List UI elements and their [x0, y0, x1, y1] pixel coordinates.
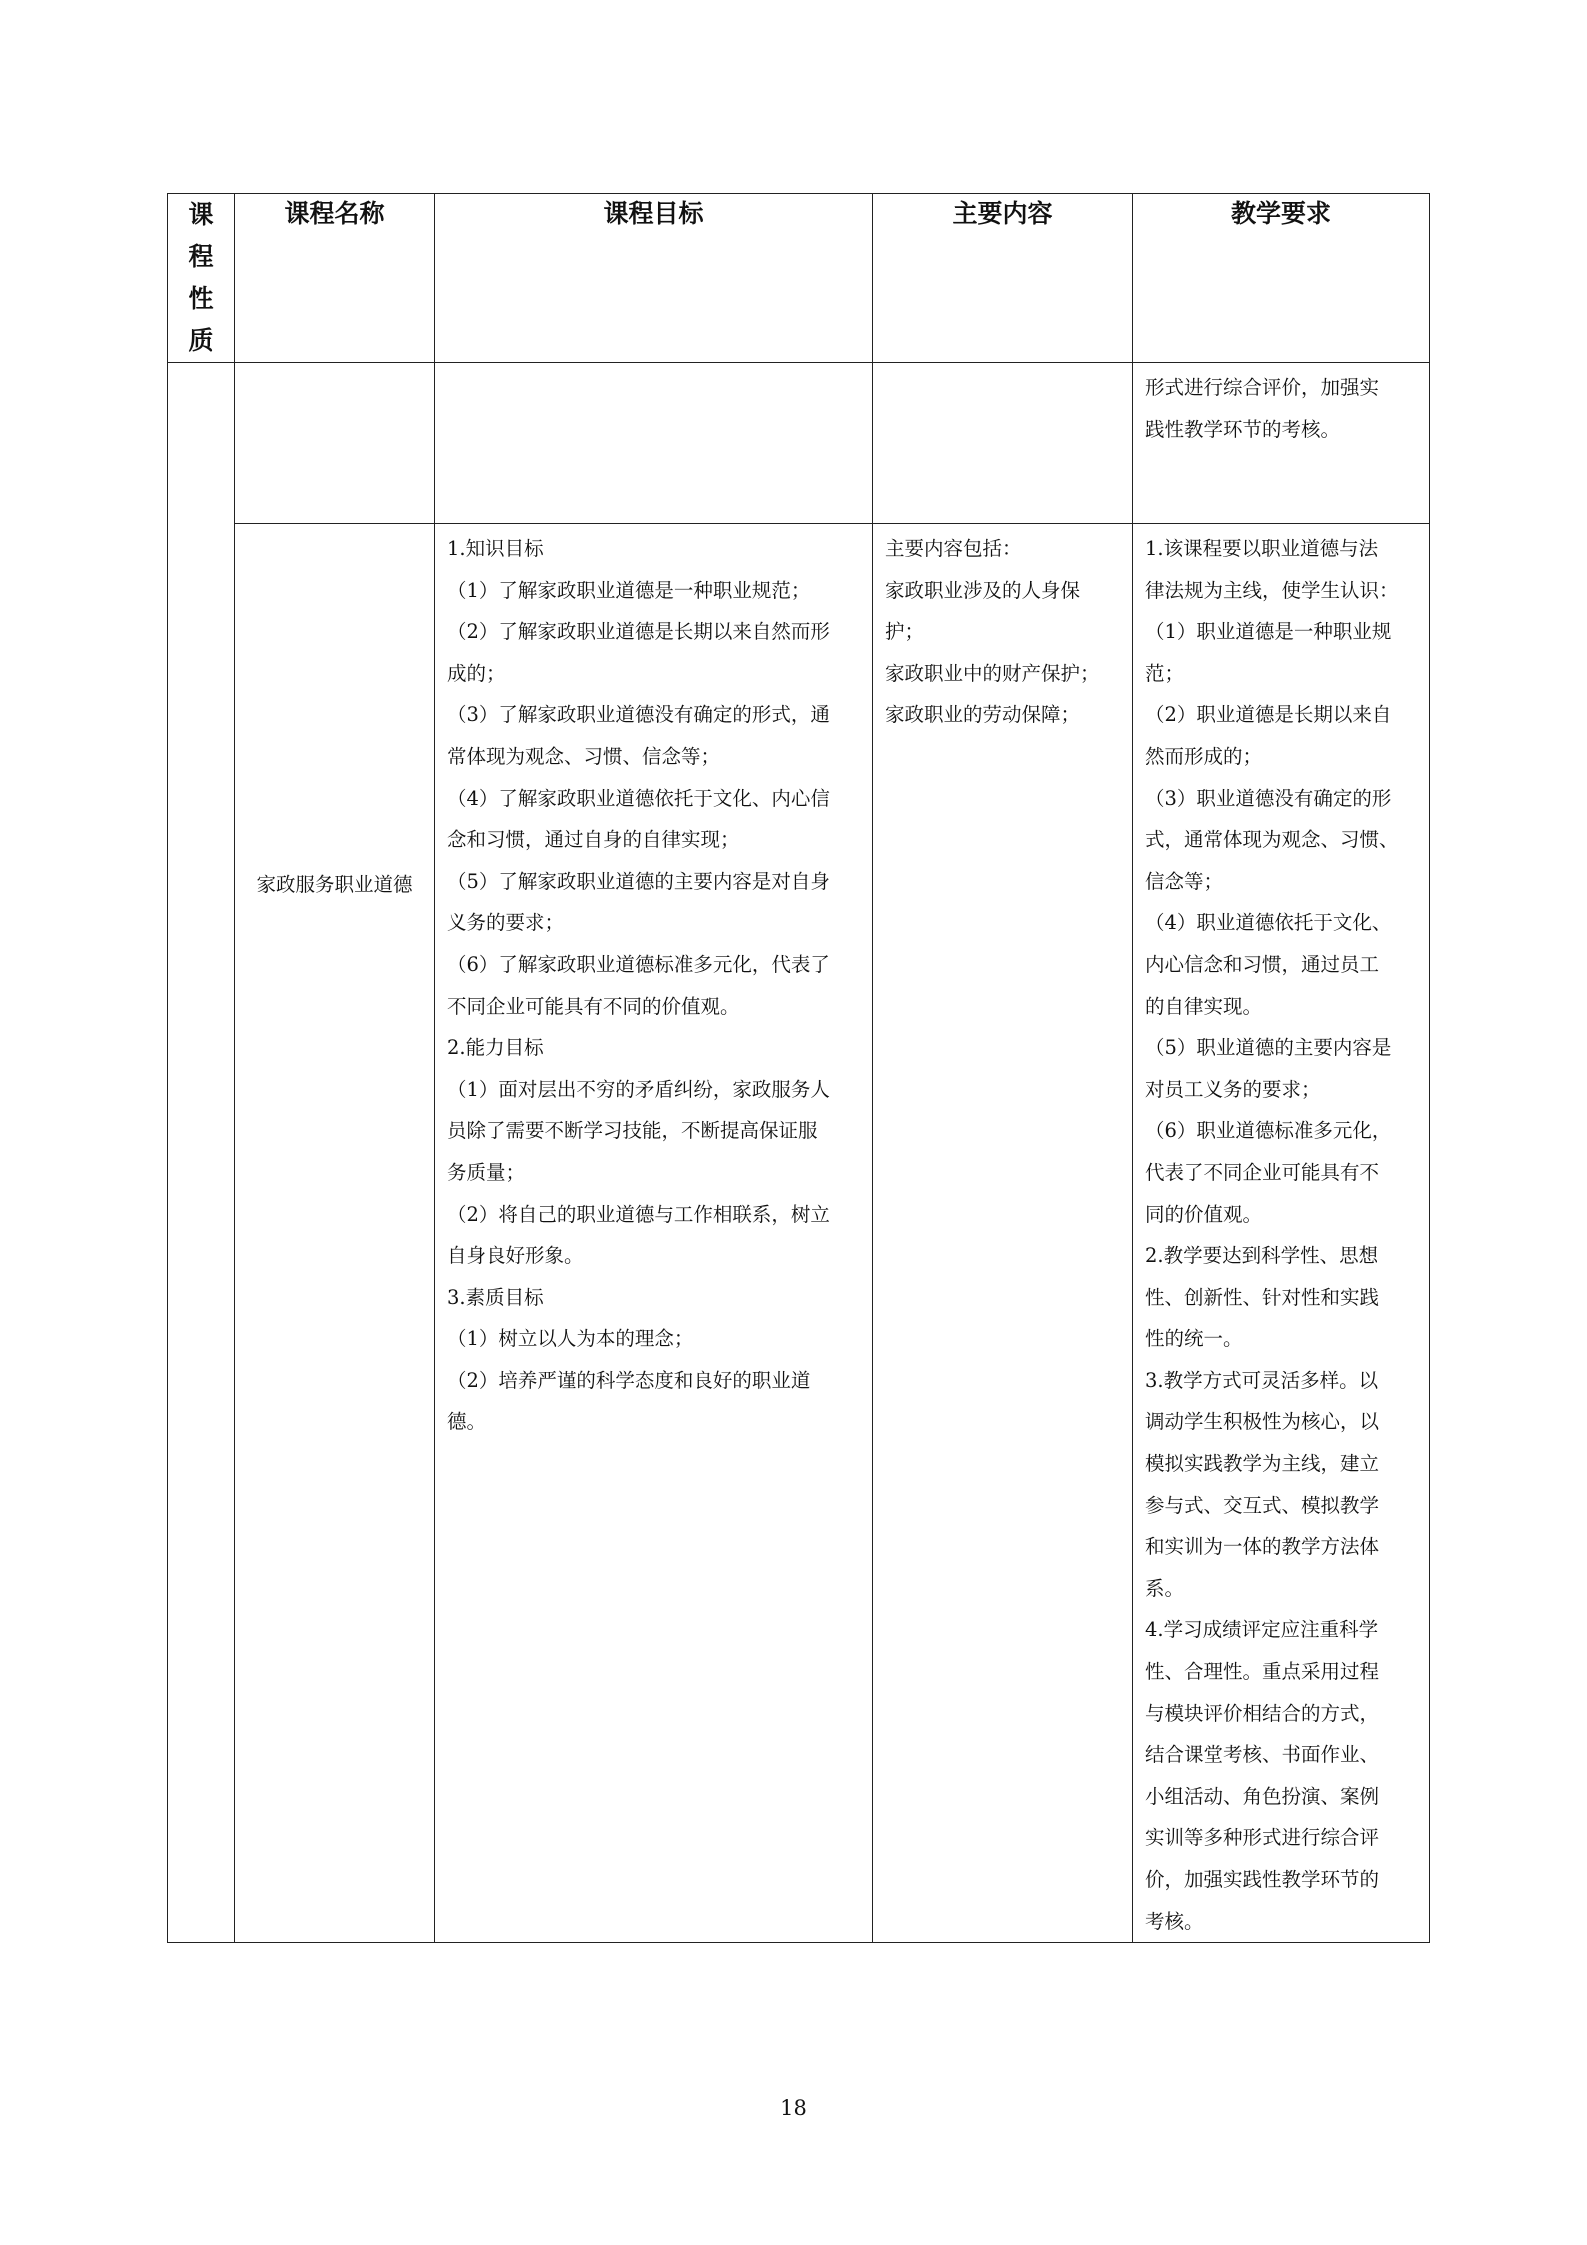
text-line: （2）职业道德是长期以来自: [1145, 703, 1392, 727]
text-line: （4）职业道德依托于文化、: [1145, 911, 1392, 935]
text-line: 成的；: [447, 661, 506, 685]
text-line: 考核。: [1145, 1909, 1204, 1933]
text-line: 参与式、交互式、模拟教学: [1145, 1493, 1380, 1517]
text-line: 调动学生积极性为核心，以: [1145, 1410, 1380, 1434]
course-nature-cell: [168, 363, 235, 1943]
text-line: 结合课堂考核、书面作业、: [1145, 1743, 1380, 1767]
text-line: （3）了解家政职业道德没有确定的形式，通: [447, 703, 830, 727]
text-line: 不同企业可能具有不同的价值观。: [447, 994, 740, 1018]
text-line: 务质量；: [447, 1160, 526, 1184]
header-row: [168, 194, 1430, 363]
header-nature-char: 性: [188, 284, 214, 313]
text-line: 和实训为一体的教学方法体: [1145, 1535, 1380, 1559]
text-line: 自身良好形象。: [447, 1244, 584, 1268]
text-line: 3.教学方式可灵活多样。以: [1145, 1368, 1379, 1392]
text-line: 实训等多种形式进行综合评: [1145, 1826, 1380, 1850]
teaching-requirements-text: [1133, 524, 1429, 1942]
teaching-requirements-cell: [1133, 524, 1430, 1943]
text-line: 2.教学要达到科学性、思想: [1145, 1244, 1379, 1268]
text-line: （2）培养严谨的科学态度和良好的职业道: [447, 1368, 811, 1392]
text-line: 主要内容包括：: [885, 537, 1022, 560]
course-table: [167, 193, 1430, 1943]
text-line: （1）树立以人为本的理念；: [447, 1327, 694, 1351]
text-line: （1）面对层出不穷的矛盾纠纷，家政服务人: [447, 1077, 830, 1101]
text-line: （5）职业道德的主要内容是: [1145, 1036, 1392, 1060]
text-line: 式，通常体现为观念、习惯、: [1145, 828, 1399, 852]
continued-requirements-text: [1133, 363, 1429, 450]
text-line: 价，加强实践性教学环节的: [1145, 1868, 1380, 1891]
continued-goal-cell: [435, 363, 873, 524]
page-number: 18: [780, 2096, 807, 2120]
text-line: 然而形成的；: [1145, 744, 1263, 768]
main-content-text: [873, 524, 1132, 736]
text-line: 践性教学环节的考核。: [1145, 417, 1341, 441]
text-line: 模拟实践教学为主线，建立: [1145, 1452, 1380, 1476]
text-line: （4）了解家政职业道德依托于文化、内心信: [447, 786, 830, 810]
text-line: 家政职业中的财产保护；: [885, 661, 1100, 685]
text-line: 1.知识目标: [447, 537, 544, 560]
main-content-cell: [873, 524, 1133, 1943]
text-line: 家政职业涉及的人身保: [885, 578, 1081, 602]
course-goal-cell: [435, 524, 873, 1943]
continued-requirements-cell: [1133, 363, 1430, 524]
text-line: 性、合理性。重点采用过程: [1145, 1660, 1380, 1684]
continued-content-cell: [873, 363, 1133, 524]
text-line: （1）了解家政职业道德是一种职业规范；: [447, 578, 811, 602]
text-line: 性、创新性、针对性和实践: [1145, 1285, 1380, 1309]
text-line: （3）职业道德没有确定的形: [1145, 786, 1392, 810]
course-name-cell: [235, 524, 435, 1943]
text-line: 4.学习成绩评定应注重科学: [1145, 1618, 1379, 1642]
text-line: 与模块评价相结合的方式，: [1145, 1701, 1380, 1725]
header-course-nature: [168, 194, 235, 363]
text-line: 家政职业的劳动保障；: [885, 703, 1081, 727]
text-line: 1.该课程要以职业道德与法: [1145, 537, 1379, 560]
text-line: 念和习惯，通过自身的自律实现；: [447, 828, 740, 852]
course-row: [168, 524, 1430, 1943]
continued-row: [168, 363, 1430, 524]
text-line: （6）了解家政职业道德标准多元化，代表了: [447, 952, 830, 976]
course-name: 家政服务职业道德: [256, 873, 413, 897]
header-teaching-requirements: 教学要求: [1133, 194, 1430, 363]
text-line: 代表了不同企业可能具有不: [1145, 1160, 1380, 1184]
continued-name-cell: [235, 363, 435, 524]
header-course-goal: 课程目标: [435, 194, 873, 363]
text-line: 德。: [447, 1410, 487, 1434]
text-line: 员除了需要不断学习技能，不断提高保证服: [447, 1119, 818, 1143]
text-line: 律法规为主线，使学生认识：: [1145, 578, 1399, 602]
text-line: 形式进行综合评价，加强实: [1145, 376, 1380, 399]
text-line: （2）了解家政职业道德是长期以来自然而形: [447, 620, 830, 644]
header-main-content: 主要内容: [873, 194, 1133, 363]
text-line: 内心信念和习惯，通过员工: [1145, 952, 1380, 976]
text-line: 3.素质目标: [447, 1285, 544, 1309]
header-nature-char: 课: [188, 200, 214, 229]
header-nature-char: 程: [188, 242, 214, 271]
text-line: 小组活动、角色扮演、案例: [1145, 1784, 1380, 1808]
text-line: 护；: [885, 620, 925, 644]
text-line: （1）职业道德是一种职业规: [1145, 620, 1392, 644]
text-line: 同的价值观。: [1145, 1202, 1263, 1226]
text-line: 2.能力目标: [447, 1036, 544, 1060]
text-line: 系。: [1145, 1576, 1185, 1600]
text-line: 常体现为观念、习惯、信念等；: [447, 744, 721, 768]
header-nature-char: 质: [188, 326, 214, 355]
text-line: （5）了解家政职业道德的主要内容是对自身: [447, 869, 830, 893]
course-goal-text: [435, 524, 872, 1443]
text-line: 的自律实现。: [1145, 994, 1263, 1018]
text-line: 义务的要求；: [447, 911, 565, 935]
header-course-name: 课程名称: [235, 194, 435, 363]
text-line: 范；: [1145, 661, 1185, 685]
text-line: 对员工义务的要求；: [1145, 1077, 1321, 1101]
text-line: 性的统一。: [1145, 1327, 1243, 1351]
text-line: 信念等；: [1145, 869, 1224, 893]
text-line: （2）将自己的职业道德与工作相联系，树立: [447, 1202, 830, 1226]
text-line: （6）职业道德标准多元化，: [1145, 1119, 1392, 1143]
